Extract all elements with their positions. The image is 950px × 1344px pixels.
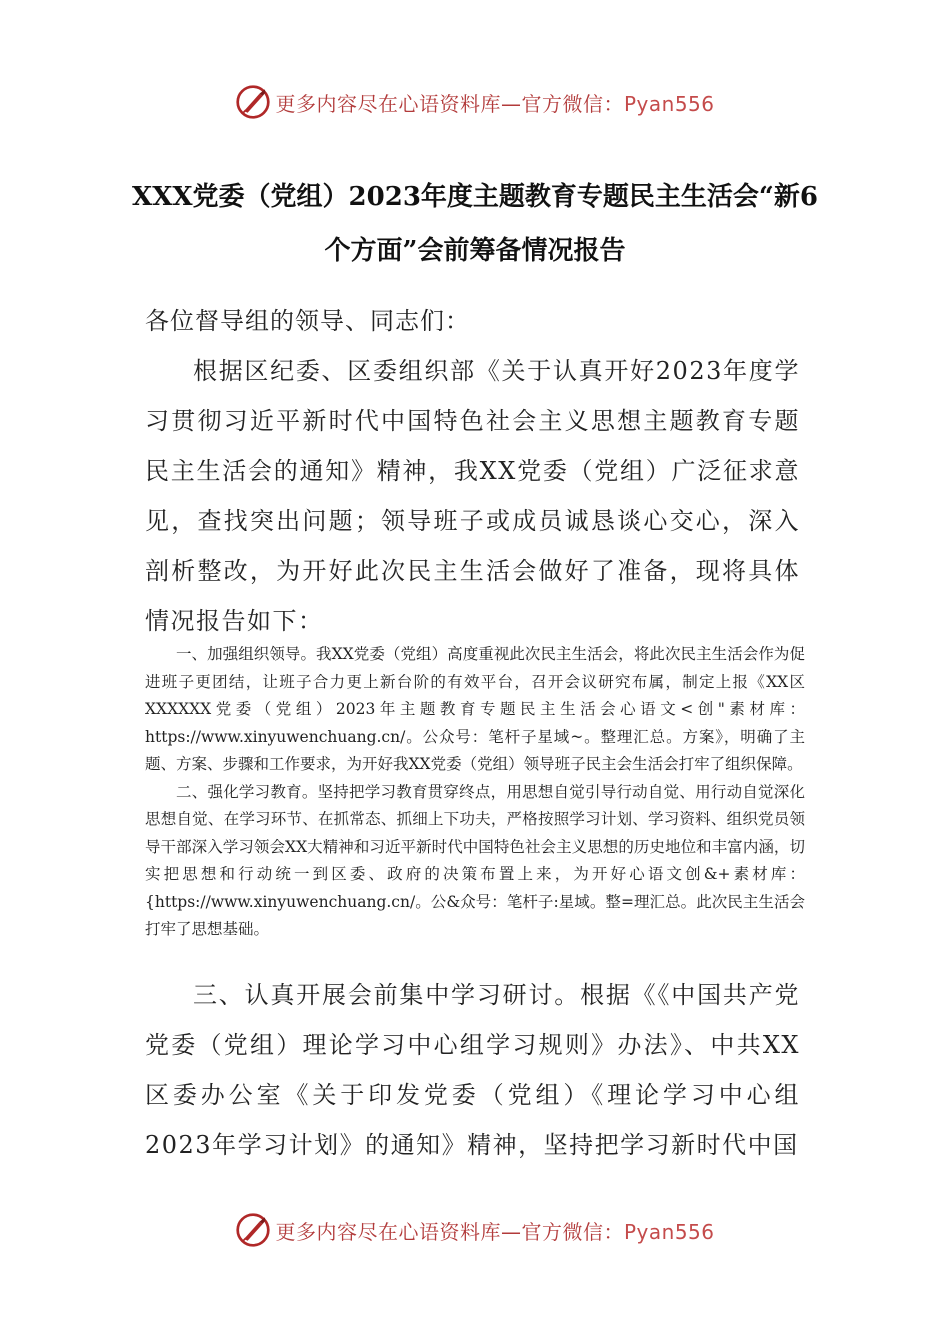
banner-text: 更多内容尽在心语资料库—官方微信：Pyan556 [275,91,715,116]
header-banner [0,82,950,122]
quill-logo-icon [235,84,271,120]
wechat-id: Pyan556 [623,1219,715,1244]
banner-text: 更多内容尽在心语资料库—官方微信：Pyan556 [275,1219,715,1244]
section-3-paragraph: 三、认真开展会前集中学习研讨。根据《《中国共产党党委（党组）理论学习中心组学习规则》办法》、中共XX区委办公室《关于印发党委（党组）《理论学习中心组2023年学习计划》的通知》精神，坚持把学习新时代中国 [145,981,800,1159]
greeting: 各位督导组的领导、同志们： [145,307,470,335]
section-2-paragraph: 二、强化学习教育。坚持把学习教育贯穿终点，用思想自觉引导行动自觉、用行动自觉深化思想自觉、在学习环节、在抓常态、抓细上下功夫，严格按照学习计划、学习资料、组织党员领导干部深入学习领会XX大精神和习近平新时代中国特色社会主义思想的历史地位和丰富内涵，切实把思想和行动统一到区委、政府的决策布置上来，为开好心语文创&+素材库：{https://www.xinyuwenchuang.cn/。公&众号：笔杆子:星域。整=理汇总。此次民主生活会打牢了思想基础。 [145,782,805,938]
wechat-id: Pyan556 [623,91,715,116]
small-text-block [145,641,805,944]
footer-banner [0,1210,950,1250]
document-title: XXX党委（党组）2023年度主题教育专题民主生活会“新6个方面”会前筹备情况报告 [132,182,818,266]
intro-paragraph: 根据区纪委、区委组织部《关于认真开好2023年度学习贯彻习近平新时代中国特色社会主义思想主题教育专题民主生活会的通知》精神，我XX党委（党组）广泛征求意见，查找突出问题；领导班子或成员诚恳谈心交心，深入剖析整改，为开好此次民主生活会做好了准备，现将具体情况报告如下： [145,357,800,635]
section-1-paragraph: 一、加强组织领导。我XX党委（党组）高度重视此次民主生活会，将此次民主生活会作为促进班子更团结，让班子合力更上新台阶的有效平台，召开会议研究布属，制定上报《XX区XXXXXX党委（党组）2023年主题教育专题民主生活会心语文<创"素材库：https://www.xinyuwenchuang.cn/。公众号：笔杆子星域~。整理汇总。方案》，明确了主题、方案、步骤和工作要求，为开好我XX党委（党组）领导班子民主会生活会打牢了组织保障。 [145,645,805,773]
quill-logo-icon [235,1212,271,1248]
